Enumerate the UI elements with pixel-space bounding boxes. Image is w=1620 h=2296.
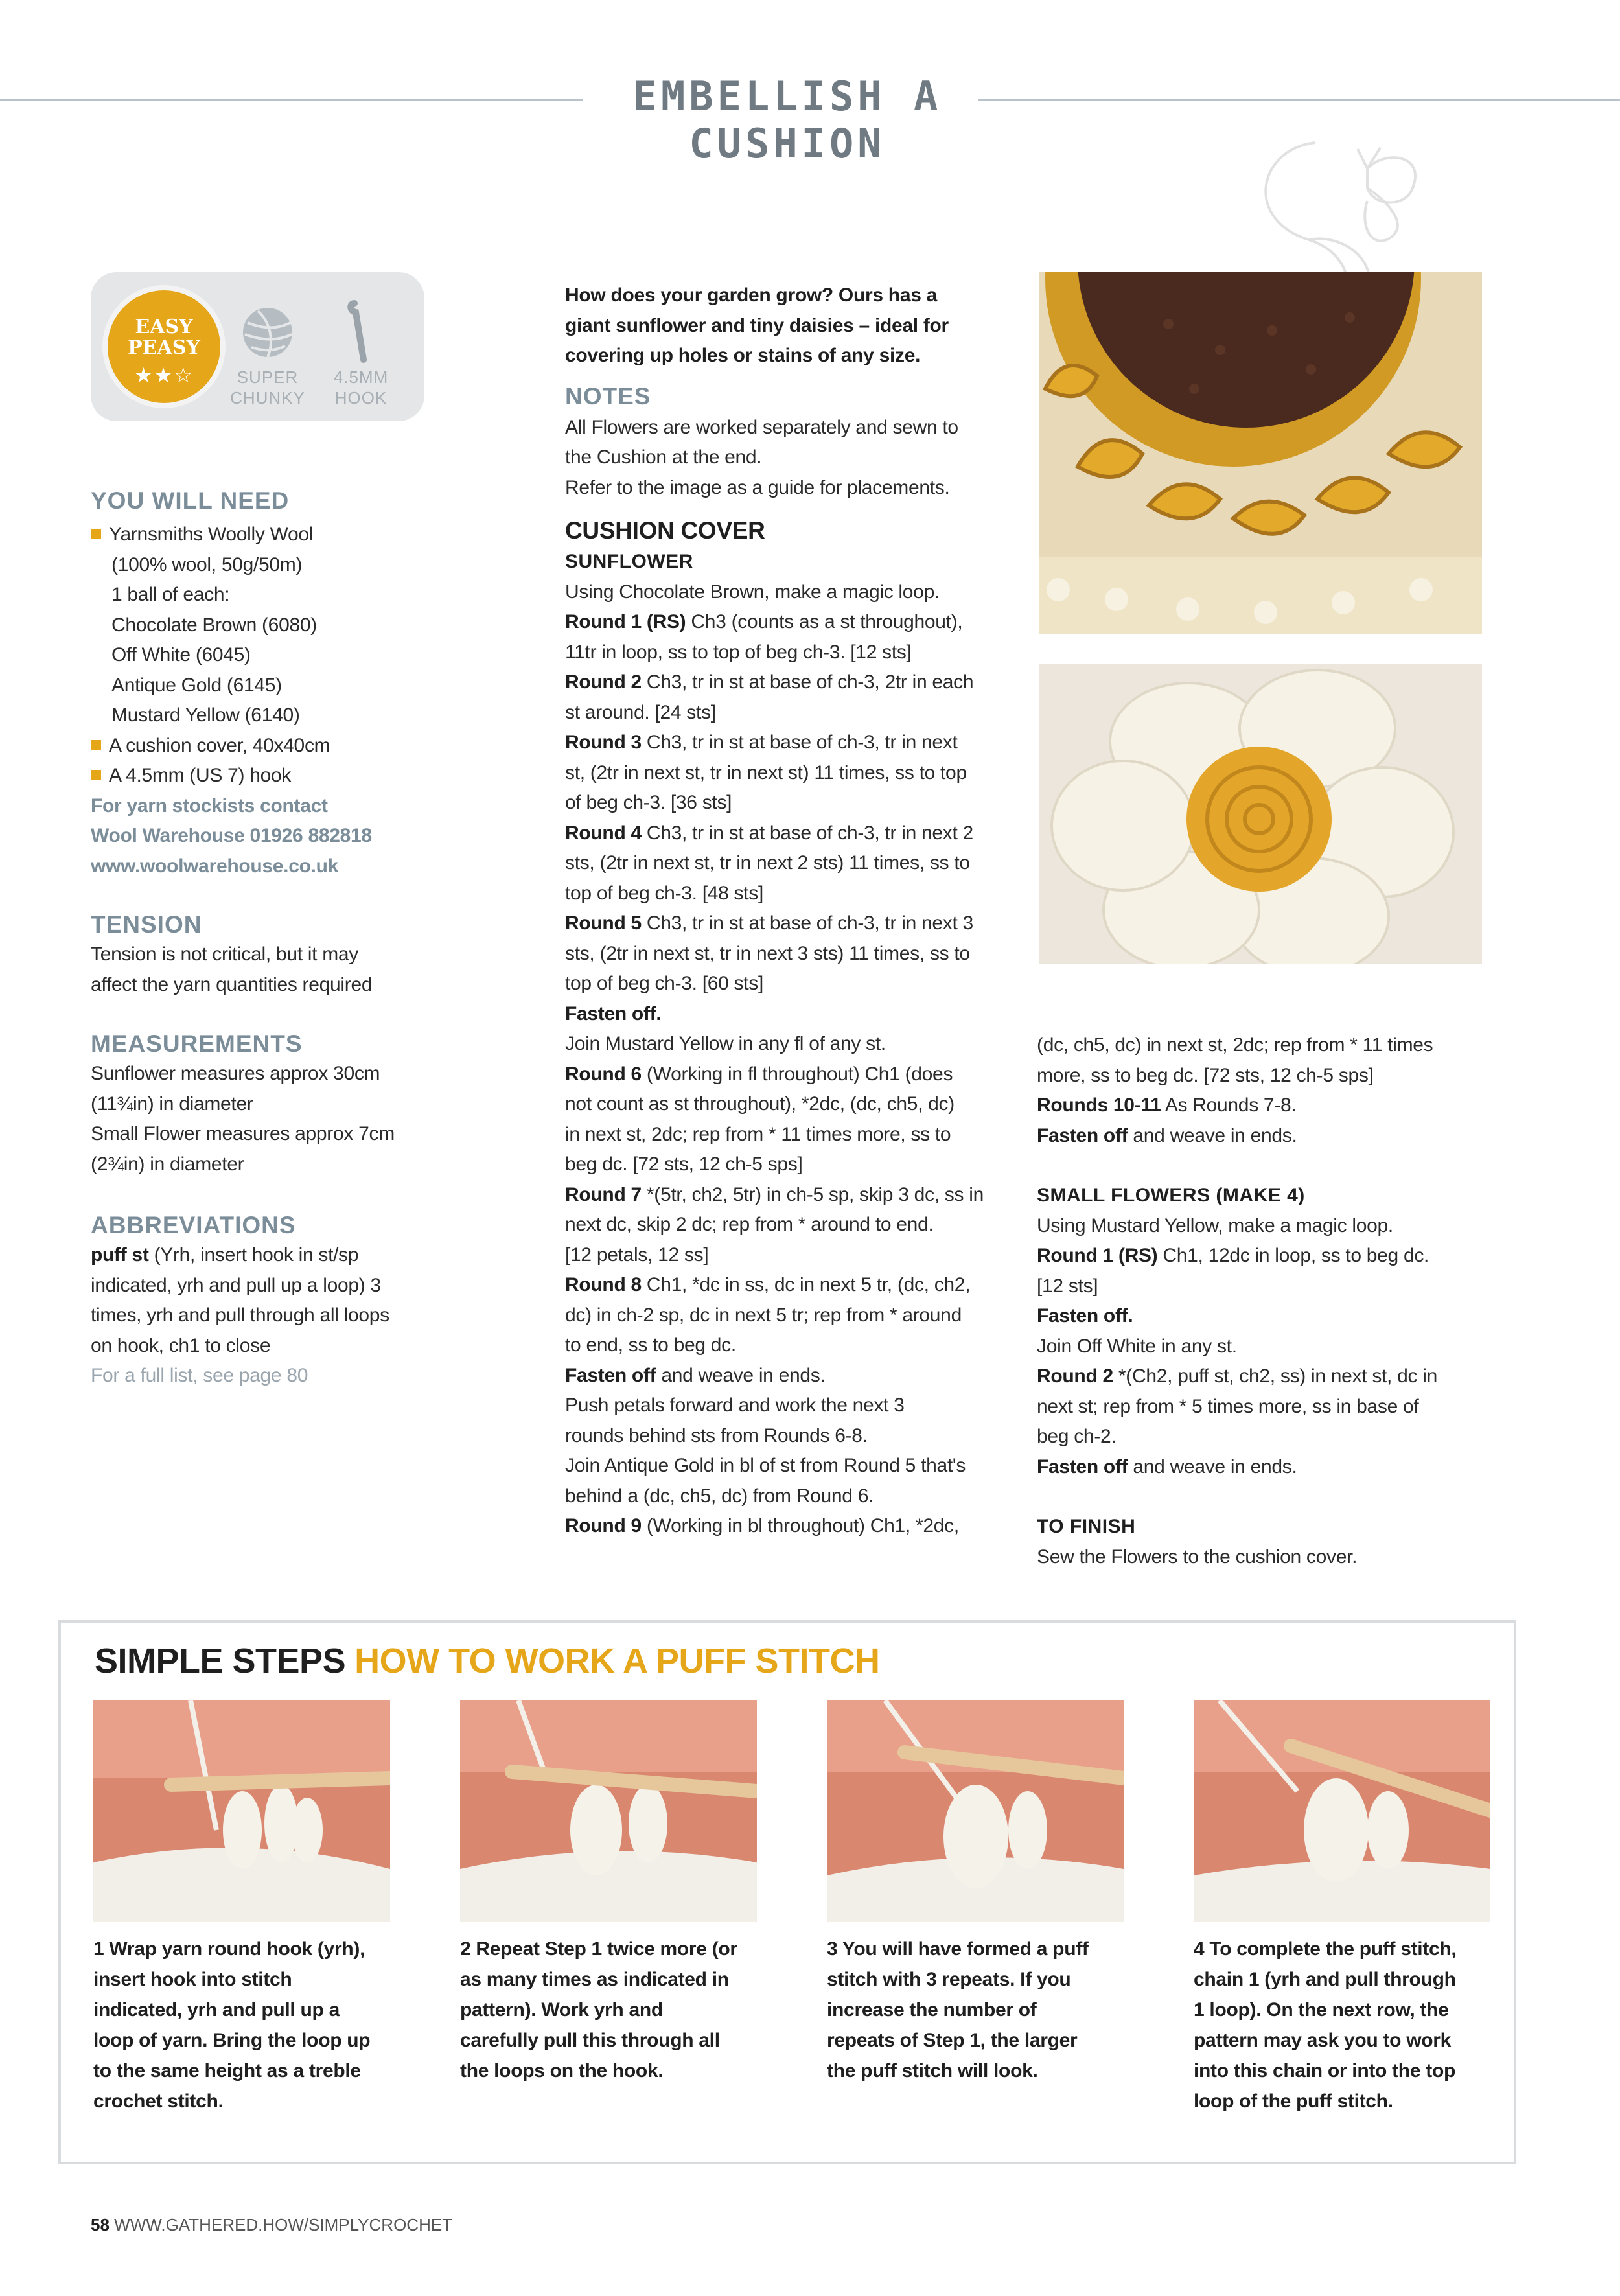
step-number: 4 [1194, 1938, 1210, 1960]
small-flower-photo [1039, 664, 1482, 964]
hook-size-line: HOOK [334, 388, 388, 408]
step-line: loop of yarn. Bring the loop up [93, 2030, 371, 2051]
instruction-line: sts, (2tr in next st, tr in next 2 sts) 11 times, ss to [565, 852, 970, 874]
instruction-line: top of beg ch-3. [60 sts] [565, 973, 764, 994]
measurements-section [91, 1029, 480, 1179]
footer-url[interactable]: WWW.GATHERED.HOW/SIMPLYCROCHET [114, 2215, 453, 2234]
bullet-icon [91, 529, 101, 539]
cushion-cover-heading: CUSHION COVER [565, 517, 765, 544]
difficulty-rating [102, 285, 226, 408]
measurement-line: Sunflower measures approx 30cm [91, 1063, 380, 1084]
instruction-line: Round 6 (Working in fl throughout) Ch1 (does [565, 1063, 953, 1085]
abbreviation-line: puff st (Yrh, insert hook in st/sp [91, 1244, 359, 1266]
small-flowers-heading: SMALL FLOWERS (MAKE 4) [1037, 1185, 1305, 1206]
step-line: 3 You will have formed a puff [827, 1938, 1089, 1960]
instruction-line: Round 2 Ch3, tr in st at base of ch-3, 2tr in each [565, 671, 974, 693]
step-line: to the same height as a treble [93, 2060, 361, 2081]
step-line: stitch with 3 repeats. If you [827, 1969, 1071, 1990]
step-4-photo [1194, 1700, 1490, 1922]
difficulty-badge [91, 272, 424, 421]
yarn-weight-line: SUPER [237, 367, 299, 387]
stockist-phone: Wool Warehouse 01926 882818 [91, 825, 372, 846]
yarn-weight-label [226, 367, 310, 408]
stockist-text: For yarn stockists contact [91, 794, 328, 817]
instruction-line: next st; rep from * 5 times more, ss in base of [1037, 1395, 1419, 1417]
instruction-line: Fasten off. [1037, 1305, 1133, 1327]
instruction-line: Fasten off and weave in ends. [1037, 1124, 1297, 1146]
sunflower-heading: SUNFLOWER [565, 551, 693, 572]
instruction-line: beg ch-2. [1037, 1426, 1117, 1447]
step-3-photo [827, 1700, 1124, 1922]
instruction-line: of beg ch-3. [36 sts] [565, 792, 732, 813]
step-number: 3 [827, 1938, 842, 1960]
instruction-line: Push petals forward and work the next 3 [565, 1395, 905, 1416]
instruction-line: Round 3 Ch3, tr in st at base of ch-3, tr in next [565, 732, 958, 753]
instruction-line: next dc, skip 2 dc; rep from * around to end. [565, 1214, 934, 1235]
instruction-line: 11tr in loop, ss to top of beg ch-3. [12 sts] [565, 641, 912, 663]
pattern-continued [1037, 1030, 1490, 1572]
star-rating-icon: ★★☆ [133, 364, 194, 387]
instruction-line: st, (2tr in next st, tr in next st) 11 times, ss to top [565, 761, 967, 783]
instruction-line: beg dc. [72 sts, 12 ch-5 sps] [565, 1154, 803, 1175]
instruction-line: Round 5 Ch3, tr in st at base of ch-3, tr in next 3 [565, 912, 973, 934]
small-flowers-instructions [1037, 1211, 1490, 1483]
step-1-photo [93, 1700, 390, 1922]
instruction-line: Join Off White in any st. [1037, 1335, 1237, 1357]
yarn-ball-icon [238, 303, 297, 362]
step-line: indicated, yrh and pull up a [93, 1999, 340, 2021]
step-line: repeats of Step 1, the larger [827, 2030, 1078, 2051]
step-number: 1 [93, 1938, 110, 1960]
step-line: chain 1 (yrh and pull through [1194, 1969, 1456, 1990]
notes-line: Refer to the image as a guide for placements. [565, 476, 950, 498]
notes-line: All Flowers are worked separately and sewn to [565, 416, 958, 438]
tension-heading: TENSION [91, 911, 202, 938]
abbreviations-section [91, 1211, 480, 1391]
step-line: the loops on the hook. [460, 2060, 664, 2081]
instruction-line: (dc, ch5, dc) in next st, 2dc; rep from * 11 times [1037, 1034, 1433, 1056]
instruction-line: behind a (dc, ch5, dc) from Round 6. [565, 1485, 874, 1507]
to-finish-heading: TO FINISH [1037, 1516, 1136, 1537]
steps-title-black: SIMPLE STEPS [95, 1641, 346, 1680]
instruction-line: Round 7 *(5tr, ch2, 5tr) in ch-5 sp, skip 3 dc, ss in [565, 1183, 984, 1205]
simple-steps-title [95, 1641, 880, 1681]
step-2-photo [460, 1700, 757, 1922]
instruction-line: [12 sts] [1037, 1275, 1098, 1297]
instruction-line: st around. [24 sts] [565, 701, 716, 723]
instruction-line: Using Chocolate Brown, make a magic loop. [565, 581, 940, 603]
step-line: 1 Wrap yarn round hook (yrh), [93, 1938, 365, 1960]
measurement-line: (11¾in) in diameter [91, 1093, 253, 1115]
yarn-weight-line: CHUNKY [230, 388, 305, 408]
intro-line: covering up holes or stains of any size. [565, 345, 921, 366]
header-rule-right [978, 99, 1620, 101]
bullet-icon [91, 740, 101, 750]
to-finish-text: Sew the Flowers to the cushion cover. [1037, 1546, 1358, 1568]
need-item: Chocolate Brown (6080) [111, 614, 317, 636]
step-line: loop of the puff stitch. [1194, 2091, 1393, 2112]
step-line: pattern may ask you to work [1194, 2030, 1452, 2051]
abbreviations-heading: ABBREVIATIONS [91, 1212, 296, 1238]
tension-section [91, 910, 480, 1000]
notes-heading: NOTES [565, 382, 651, 410]
bullet-icon [91, 770, 101, 780]
instruction-line: Using Mustard Yellow, make a magic loop. [1037, 1214, 1393, 1236]
notes-line: the Cushion at the end. [565, 446, 762, 468]
need-item: Yarnsmiths Woolly Wool [91, 520, 480, 550]
need-item: 1 ball of each: [111, 584, 230, 605]
step-2-text [460, 1934, 752, 2086]
step-line: pattern). Work yrh and [460, 1999, 663, 2021]
page-title: EMBELLISH A CUSHION [632, 73, 942, 167]
need-item: Antique Gold (6145) [111, 674, 282, 696]
sunflower-instructions [565, 577, 1019, 1542]
you-will-need-section [91, 486, 480, 881]
step-line: increase the number of [827, 1999, 1037, 2021]
need-item: Off White (6045) [111, 644, 251, 666]
need-item: A 4.5mm (US 7) hook [91, 761, 480, 791]
step-line: insert hook into stitch [93, 1969, 292, 1990]
instruction-line: more, ss to beg dc. [72 sts, 12 ch-5 sps] [1037, 1064, 1374, 1086]
instruction-line: Round 9 (Working in bl throughout) Ch1, *2dc, [565, 1515, 959, 1536]
instruction-line: [12 petals, 12 ss] [565, 1244, 709, 1266]
instruction-line: Join Antique Gold in bl of st from Round 5 that's [565, 1455, 966, 1476]
step-line: 4 To complete the puff stitch, [1194, 1938, 1457, 1960]
step-line: 2 Repeat Step 1 twice more (or [460, 1938, 737, 1960]
instruction-line: dc) in ch-2 sp, dc in next 5 tr; rep from * around [565, 1304, 962, 1326]
instruction-line: Join Mustard Yellow in any fl of any st. [565, 1033, 886, 1054]
need-item: (100% wool, 50g/50m) [111, 553, 303, 575]
steps-title-yellow: HOW TO WORK A PUFF STITCH [354, 1641, 880, 1680]
instruction-line: Round 8 Ch1, *dc in ss, dc in next 5 tr, (dc, ch2, [565, 1274, 971, 1295]
need-item: A cushion cover, 40x40cm [91, 731, 480, 761]
crochet-hook-icon [340, 298, 379, 363]
sunflower-instructions-continued [1037, 1030, 1490, 1151]
instruction-line: sts, (2tr in next st, tr in next 3 sts) 11 times, ss to [565, 942, 970, 964]
difficulty-label: EASY [135, 316, 193, 338]
abbreviation-line: on hook, ch1 to close [91, 1334, 271, 1356]
abbreviation-line: times, yrh and pull through all loops [91, 1305, 389, 1326]
step-4-text [1194, 1934, 1485, 2116]
instruction-line: Round 4 Ch3, tr in st at base of ch-3, tr in next 2 [565, 822, 973, 844]
step-3-text [827, 1934, 1118, 2086]
measurements-heading: MEASUREMENTS [91, 1030, 303, 1057]
stockist-link[interactable]: www.woolwarehouse.co.uk [91, 855, 339, 877]
difficulty-label-2: PEASY [128, 336, 200, 359]
tension-line: affect the yarn quantities required [91, 973, 373, 995]
page-footer [91, 2215, 452, 2235]
instruction-line: Round 1 (RS) Ch1, 12dc in loop, ss to beg dc. [1037, 1245, 1429, 1266]
step-line: into this chain or into the top [1194, 2060, 1455, 2081]
measurement-line: Small Flower measures approx 7cm [91, 1123, 395, 1144]
header-rule-left [0, 99, 583, 101]
instruction-line: Fasten off and weave in ends. [565, 1364, 826, 1386]
instruction-line: not count as st throughout), *2dc, (dc, ch5, dc) [565, 1093, 955, 1115]
simple-steps-box [58, 1620, 1516, 2164]
instruction-line: to end, ss to beg dc. [565, 1334, 736, 1356]
you-will-need-heading: YOU WILL NEED [91, 487, 290, 514]
sunflower-photo [1039, 272, 1482, 634]
step-number: 2 [460, 1938, 476, 1960]
page-number: 58 [91, 2215, 110, 2234]
tension-line: Tension is not critical, but it may [91, 944, 359, 965]
instruction-line: Rounds 10-11 As Rounds 7-8. [1037, 1095, 1297, 1116]
instruction-line: Fasten off and weave in ends. [1037, 1455, 1297, 1478]
step-line: 1 loop). On the next row, the [1194, 1999, 1449, 2021]
instruction-line: in next st, 2dc; rep from * 11 times more, ss to [565, 1123, 951, 1145]
full-list-link[interactable]: For a full list, see page 80 [91, 1365, 308, 1386]
step-line: as many times as indicated in [460, 1969, 729, 1990]
need-item: Mustard Yellow (6140) [111, 704, 300, 726]
hook-size-line: 4.5MM [333, 367, 389, 387]
intro-line: How does your garden grow? Ours has a [565, 284, 938, 306]
measurement-line: (2¾in) in diameter [91, 1153, 244, 1175]
intro-line: giant sunflower and tiny daisies – ideal for [565, 314, 949, 336]
step-1-text [93, 1934, 385, 2116]
instruction-line: top of beg ch-3. [48 sts] [565, 882, 764, 904]
step-line: crochet stitch. [93, 2091, 224, 2112]
pattern-column [565, 281, 1019, 1542]
instruction-line: Round 2 *(Ch2, puff st, ch2, ss) in next st, dc in [1037, 1365, 1437, 1387]
instruction-line: Round 1 (RS) Ch3 (counts as a st throughout), [565, 611, 963, 632]
abbreviation-line: indicated, yrh and pull up a loop) 3 [91, 1274, 381, 1296]
instruction-line: Fasten off. [565, 1003, 662, 1025]
instruction-line: rounds behind sts from Rounds 6-8. [565, 1424, 868, 1446]
step-line: the puff stitch will look. [827, 2060, 1038, 2081]
hook-size-label [319, 367, 403, 408]
step-line: carefully pull this through all [460, 2030, 720, 2051]
